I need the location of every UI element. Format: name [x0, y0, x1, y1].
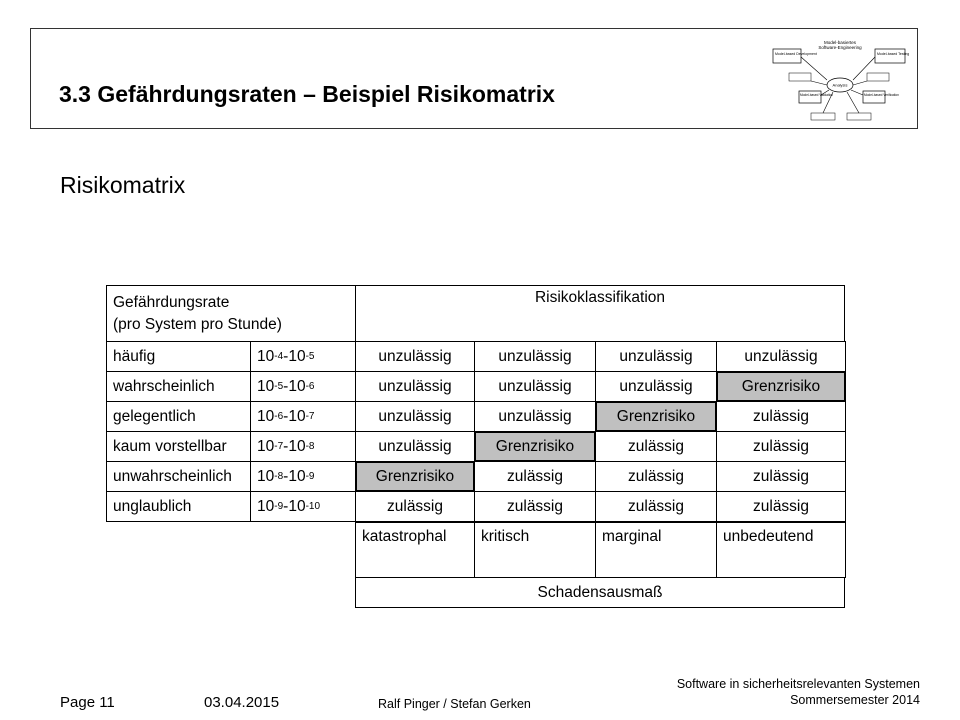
risk-cell: [355, 431, 475, 462]
risk-cell-value: Grenzrisiko: [616, 407, 696, 425]
footer-page: Page 11: [60, 694, 115, 711]
risk-cell: [355, 461, 475, 492]
footer-date: 03.04.2015: [204, 694, 280, 711]
logo-center-top: Model-basiertes: [823, 40, 857, 45]
rate-name-cell: [106, 371, 251, 402]
severity-cell: [355, 522, 475, 578]
risk-cell: [355, 401, 475, 432]
severity-label: katastrophal: [362, 528, 447, 545]
rate-header-line2: (pro System pro Stunde): [113, 315, 282, 333]
risk-cell-value: unzulässig: [378, 377, 452, 395]
risk-cell-value: unzulässig: [378, 407, 452, 425]
logo-middle: Analysis: [832, 82, 848, 88]
footer-course-title: Software in sicherheitsrelevanten Systemen: [676, 677, 920, 691]
footer-course: [677, 676, 920, 708]
rate-header-line1: Gefährdungsrate: [113, 293, 230, 311]
risk-cell: [474, 341, 596, 372]
risk-cell: [595, 461, 717, 492]
risk-cell: [474, 491, 596, 522]
severity-cell: [595, 522, 717, 578]
risk-cell: [595, 341, 717, 372]
risk-cell: [595, 491, 717, 522]
logo-left-box: Model-based Development: [775, 52, 817, 56]
risk-cell: [474, 401, 596, 432]
rate-range-cell: 10 -8 -10 -9: [250, 461, 356, 492]
risk-cell-value: zulässig: [753, 407, 809, 425]
classification-header: [355, 285, 845, 342]
rate-range-cell: 10 -4 -10 -5: [250, 341, 356, 372]
classification-header-label: Risikoklassifikation: [534, 289, 666, 306]
risk-cell-value: zulässig: [507, 497, 563, 515]
risk-cell-value: zulässig: [753, 437, 809, 455]
risk-cell-value: Grenzrisiko: [375, 467, 455, 485]
rate-name: unwahrscheinlich: [113, 467, 232, 485]
rate-header: [106, 285, 356, 342]
risk-cell-value: zulässig: [753, 497, 809, 515]
risk-cell: [355, 341, 475, 372]
risk-cell: [355, 371, 475, 402]
risk-cell: [716, 341, 846, 372]
risk-matrix: [106, 285, 845, 608]
risk-cell-value: zulässig: [628, 467, 684, 485]
risk-cell: [355, 491, 475, 522]
rate-name-cell: [106, 431, 251, 462]
risk-cell-value: unzulässig: [498, 377, 572, 395]
risk-cell: [716, 491, 846, 522]
risk-cell: [595, 431, 717, 462]
logo-right-lower: Model-based Verification: [864, 93, 899, 97]
rate-name: kaum vorstellbar: [113, 437, 227, 455]
risk-cell-value: Grenzrisiko: [741, 377, 821, 395]
risk-cell-value: zulässig: [507, 467, 563, 485]
rate-name: unglaublich: [113, 497, 192, 515]
logo-right-box: Model-based Testing: [877, 52, 909, 56]
rate-range-cell: 10 -7 -10 -8: [250, 431, 356, 462]
risk-cell: [716, 401, 846, 432]
risk-cell-value: Grenzrisiko: [495, 437, 575, 455]
severity-label: kritisch: [481, 528, 530, 545]
rate-range-cell: 10 -9 -10 -10: [250, 491, 356, 522]
severity-cell: [716, 522, 846, 578]
severity-header-label: Schadensausmaß: [537, 583, 663, 601]
logo-center-sub: Software-Engineering: [818, 45, 862, 50]
severity-label: unbedeutend: [723, 528, 814, 545]
risk-cell-value: unzulässig: [744, 347, 818, 365]
risk-cell: [474, 461, 596, 492]
risk-cell-value: zulässig: [628, 437, 684, 455]
severity-label: marginal: [602, 528, 662, 545]
footer-authors: Ralf Pinger / Stefan Gerken: [378, 697, 531, 711]
rate-range-cell: 10 -6 -10 -7: [250, 401, 356, 432]
section-subtitle: Risikomatrix: [60, 172, 186, 198]
rate-name-cell: [106, 491, 251, 522]
risk-cell-value: unzulässig: [619, 377, 693, 395]
risk-cell-value: zulässig: [387, 497, 443, 515]
risk-cell-value: zulässig: [753, 467, 809, 485]
rate-name-cell: [106, 401, 251, 432]
risk-cell-value: zulässig: [628, 497, 684, 515]
risk-cell-value: unzulässig: [498, 407, 572, 425]
rate-name: wahrscheinlich: [113, 377, 215, 395]
rate-name-cell: [106, 341, 251, 372]
rate-name-cell: [106, 461, 251, 492]
severity-header: [355, 577, 845, 608]
risk-cell-value: unzulässig: [619, 347, 693, 365]
model-based-engineering-logo: [771, 35, 909, 123]
rate-range-cell: 10 -5 -10 -6: [250, 371, 356, 402]
page-title: 3.3 Gefährdungsraten – Beispiel Risikomatrix: [59, 81, 555, 107]
risk-cell: [595, 371, 717, 402]
risk-cell-value: unzulässig: [378, 437, 452, 455]
risk-cell: [716, 461, 846, 492]
risk-cell: [474, 371, 596, 402]
rate-name: gelegentlich: [113, 407, 196, 425]
risk-cell: [595, 401, 717, 432]
header-box: [30, 28, 918, 129]
rate-name: häufig: [113, 347, 156, 365]
risk-cell-value: unzulässig: [378, 347, 452, 365]
risk-cell-value: unzulässig: [498, 347, 572, 365]
risk-cell: [716, 371, 846, 402]
logo-left-lower: Model-based Validation: [800, 93, 834, 97]
risk-cell: [474, 431, 596, 462]
footer-semester: Sommersemester 2014: [790, 693, 920, 707]
risk-cell: [716, 431, 846, 462]
severity-cell: [474, 522, 596, 578]
